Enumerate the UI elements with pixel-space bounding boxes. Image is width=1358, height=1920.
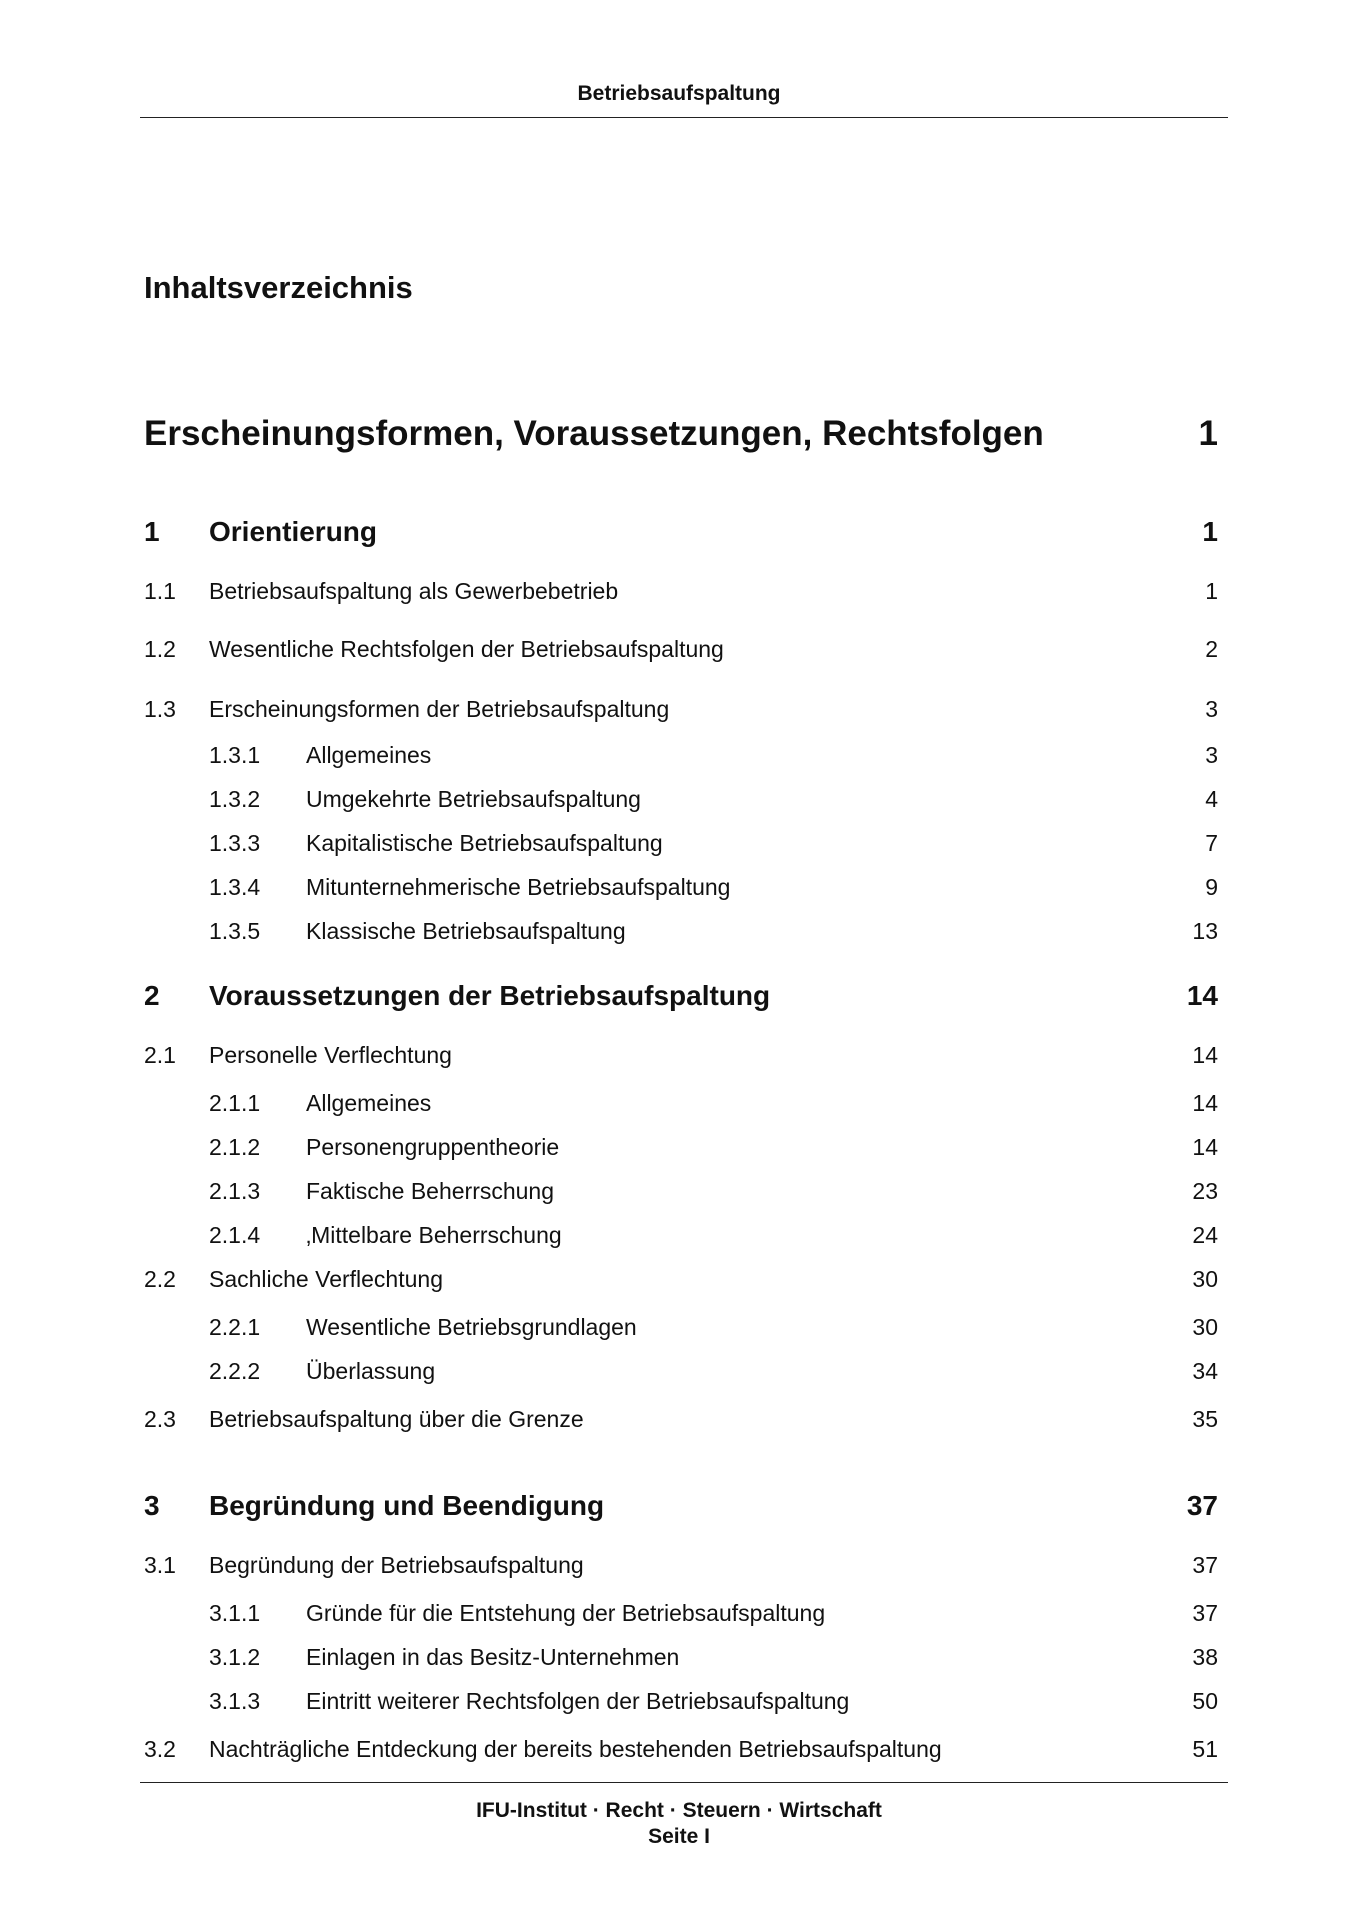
toc-entry-title: Begründung der Betriebsaufspaltung bbox=[209, 1552, 584, 1578]
toc-entry-page-number: 13 bbox=[1192, 918, 1218, 944]
toc-entry-number: 3.1.2 bbox=[209, 1644, 261, 1670]
toc-entry-title: Mitunternehmerische Betriebsaufspaltung bbox=[306, 874, 731, 900]
toc-entry-number: 3.1.3 bbox=[209, 1688, 261, 1714]
toc-entry-page-number: 14 bbox=[1192, 1134, 1218, 1160]
toc-entry-title: Einlagen in das Besitz-Unternehmen bbox=[306, 1644, 680, 1670]
toc-entry-page-number: 50 bbox=[1192, 1688, 1218, 1714]
toc-entry-page-number: 51 bbox=[1192, 1736, 1218, 1762]
toc-entry-title: Nachträgliche Entdeckung der bereits bestehenden Betriebsaufspaltung bbox=[209, 1736, 942, 1762]
toc-entry-title: Eintritt weiterer Rechtsfolgen der Betriebsaufspaltung bbox=[306, 1688, 850, 1714]
toc-entry-section bbox=[0, 1042, 1358, 1082]
toc-entry-number: 2.1.2 bbox=[209, 1134, 261, 1160]
toc-entry-section bbox=[0, 578, 1358, 618]
toc-entry-title: Allgemeines bbox=[306, 742, 432, 768]
toc-entry-number: 2.1.4 bbox=[209, 1222, 261, 1248]
toc-entry-number: 2.2 bbox=[144, 1266, 176, 1292]
toc-entry-title: Personengruppentheorie bbox=[306, 1134, 560, 1160]
toc-entry-page-number: 14 bbox=[1192, 1042, 1218, 1068]
toc-entry-title: Kapitalistische Betriebsaufspaltung bbox=[306, 830, 663, 856]
toc-entry-number: 1.3.2 bbox=[209, 786, 261, 812]
toc-entry-title: Wesentliche Rechtsfolgen der Betriebsaufspaltung bbox=[209, 636, 724, 662]
toc-entry-title: Faktische Beherrschung bbox=[306, 1178, 555, 1204]
toc-entry-subsection bbox=[0, 830, 1358, 870]
toc-entry-page-number: 30 bbox=[1192, 1314, 1218, 1340]
toc-entry-page-number: 37 bbox=[1192, 1600, 1218, 1626]
toc-entry-title: Betriebsaufspaltung über die Grenze bbox=[209, 1406, 584, 1432]
toc-entry-number: 1.2 bbox=[144, 636, 176, 662]
toc-entry-subsection bbox=[0, 1314, 1358, 1354]
toc-entry-subsection bbox=[0, 742, 1358, 782]
toc-entry-chapter bbox=[0, 1490, 1358, 1530]
toc-entry-number: 2.1.3 bbox=[209, 1178, 261, 1204]
toc-entry-title: Wesentliche Betriebsgrundlagen bbox=[306, 1314, 637, 1340]
toc-entry-page-number: 1 bbox=[1205, 578, 1218, 604]
toc-entry-page-number: 24 bbox=[1192, 1222, 1218, 1248]
toc-entry-title: Klassische Betriebsaufspaltung bbox=[306, 918, 626, 944]
toc-entry-chapter bbox=[0, 516, 1358, 556]
toc-entry-number: 2.2.2 bbox=[209, 1358, 261, 1384]
toc-entry-number: 1.3.1 bbox=[209, 742, 261, 768]
toc-entry-section bbox=[0, 1736, 1358, 1776]
toc-entry-page-number: 9 bbox=[1205, 874, 1218, 900]
toc-entry-number: 1.1 bbox=[144, 578, 176, 604]
toc-entry-page-number: 38 bbox=[1192, 1644, 1218, 1670]
toc-entry-number: 2.1.1 bbox=[209, 1090, 261, 1116]
toc-entry-number: 1.3.5 bbox=[209, 918, 261, 944]
toc-entry-page-number: 34 bbox=[1192, 1358, 1218, 1384]
toc-entry-page-number: 7 bbox=[1205, 830, 1218, 856]
toc-entry-number: 3.2 bbox=[144, 1736, 176, 1762]
toc-entry-page-number: 3 bbox=[1205, 742, 1218, 768]
toc-entry-section bbox=[0, 1406, 1358, 1446]
toc-entry-number: 2 bbox=[144, 980, 160, 1011]
toc-entry-number: 3 bbox=[144, 1490, 160, 1521]
toc-entry-subsection bbox=[0, 918, 1358, 958]
footer-divider bbox=[140, 1782, 1228, 1783]
toc-entry-title: Umgekehrte Betriebsaufspaltung bbox=[306, 786, 641, 812]
toc-entry-subsection bbox=[0, 1178, 1358, 1218]
toc-entry-section bbox=[0, 696, 1358, 736]
toc-entry-number: 2.2.1 bbox=[209, 1314, 261, 1340]
toc-entry-subsection bbox=[0, 1688, 1358, 1728]
toc-entry-title: Überlassung bbox=[306, 1358, 436, 1384]
toc-entry-title: Voraussetzungen der Betriebsaufspaltung bbox=[209, 980, 771, 1011]
toc-entry-subsection bbox=[0, 1644, 1358, 1684]
toc-entry-number: 3.1.1 bbox=[209, 1600, 261, 1626]
toc-entry-subsection bbox=[0, 786, 1358, 826]
toc-entry-title: Begründung und Beendigung bbox=[209, 1490, 605, 1521]
toc-entry-page-number: 4 bbox=[1205, 786, 1218, 812]
toc-entry-number: 1.3 bbox=[144, 696, 176, 722]
toc-entry-page-number: 1 bbox=[1202, 516, 1218, 547]
toc-entry-title: Personelle Verflechtung bbox=[209, 1042, 452, 1068]
toc-entry-subsection bbox=[0, 1134, 1358, 1174]
toc-entry-page-number: 23 bbox=[1192, 1178, 1218, 1204]
toc-part-entry bbox=[144, 414, 1218, 454]
toc-entry-subsection bbox=[0, 1090, 1358, 1130]
toc-entry-title: Orientierung bbox=[209, 516, 378, 547]
toc-entry-page-number: 3 bbox=[1205, 696, 1218, 722]
toc-entry-page-number: 37 bbox=[1192, 1552, 1218, 1578]
running-header: Betriebsaufspaltung bbox=[577, 82, 781, 105]
toc-entry-subsection bbox=[0, 1600, 1358, 1640]
header-divider bbox=[140, 117, 1228, 118]
toc-entry-page-number: 14 bbox=[1186, 980, 1218, 1011]
toc-heading: Inhaltsverzeichnis bbox=[144, 270, 413, 305]
toc-entry-title: ‚Mittelbare Beherrschung bbox=[306, 1222, 562, 1248]
toc-entry-subsection bbox=[0, 1358, 1358, 1398]
toc-entry-title: Erscheinungsformen der Betriebsaufspaltung bbox=[209, 696, 670, 722]
toc-entry-page-number: 35 bbox=[1192, 1406, 1218, 1432]
toc-entry-number: 2.1 bbox=[144, 1042, 176, 1068]
toc-entry-section bbox=[0, 636, 1358, 676]
toc-entry-number: 1.3.3 bbox=[209, 830, 261, 856]
part-title: Erscheinungsformen, Voraussetzungen, Rechtsfolgen bbox=[144, 414, 1044, 453]
toc-entry-title: Gründe für die Entstehung der Betriebsaufspaltung bbox=[306, 1600, 826, 1626]
footer-institute: IFU-Institut · Recht · Steuern · Wirtschaft bbox=[476, 1799, 882, 1822]
toc-entry-subsection bbox=[0, 1222, 1358, 1262]
toc-entry-title: Sachliche Verflechtung bbox=[209, 1266, 443, 1292]
toc-entry-subsection bbox=[0, 874, 1358, 914]
toc-entry-page-number: 30 bbox=[1192, 1266, 1218, 1292]
toc-entry-title: Betriebsaufspaltung als Gewerbebetrieb bbox=[209, 578, 619, 604]
toc-entry-number: 1.3.4 bbox=[209, 874, 261, 900]
part-page-number: 1 bbox=[1198, 414, 1218, 453]
toc-entry-section bbox=[0, 1552, 1358, 1592]
toc-entry-page-number: 14 bbox=[1192, 1090, 1218, 1116]
toc-entry-number: 3.1 bbox=[144, 1552, 176, 1578]
toc-entry-number: 2.3 bbox=[144, 1406, 176, 1432]
toc-entry-page-number: 37 bbox=[1186, 1490, 1218, 1521]
toc-entry-section bbox=[0, 1266, 1358, 1306]
toc-entry-page-number: 2 bbox=[1205, 636, 1218, 662]
toc-entry-number: 1 bbox=[144, 516, 160, 547]
toc-entry-title: Allgemeines bbox=[306, 1090, 432, 1116]
footer-page-label: Seite I bbox=[648, 1825, 710, 1848]
toc-entry-chapter bbox=[0, 980, 1358, 1020]
